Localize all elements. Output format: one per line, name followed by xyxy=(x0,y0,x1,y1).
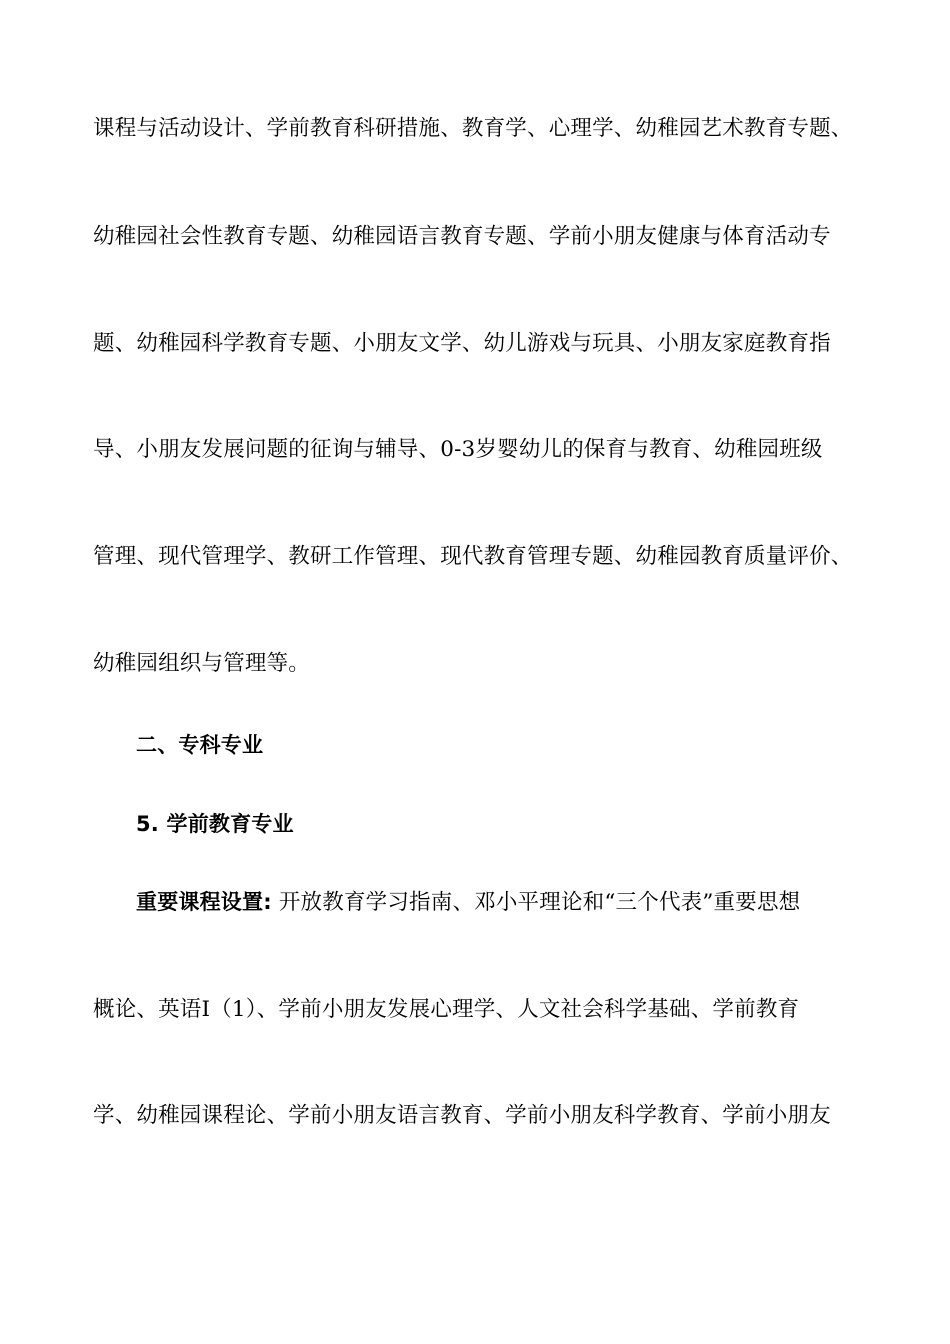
paragraph-1-line-2: 幼稚园社会性教育专题、幼稚园语言教育专题、学前小朋友健康与体育活动专 xyxy=(93,224,831,249)
paragraph-1-line-4: 导、小朋友发展问题的征询与辅导、0-3岁婴幼儿的保育与教育、幼稚园班级 xyxy=(93,437,823,462)
paragraph-1-line-1: 课程与活动设计、学前教育科研措施、教育学、心理学、幼稚园艺术教育专题、 xyxy=(93,116,853,141)
courses-first-line xyxy=(136,887,916,918)
paragraph-2-line-1: 概论、英语Ⅰ（1）、学前小朋友发展心理学、人文社会科学基础、学前教育 xyxy=(93,997,800,1022)
paragraph-2-line-2: 学、幼稚园课程论、学前小朋友语言教育、学前小朋友科学教育、学前小朋友 xyxy=(93,1103,831,1128)
courses-label: 重要课程设置: xyxy=(136,890,272,914)
subsection-heading: 5. 学前教育专业 xyxy=(136,812,294,836)
section-heading: 二、专科专业 xyxy=(136,733,264,757)
paragraph-1-line-6: 幼稚园组织与管理等。 xyxy=(93,651,311,676)
courses-first-line-text: 开放教育学习指南、邓小平理论和“三个代表”重要思想 xyxy=(278,890,801,915)
paragraph-1-line-5: 管理、现代管理学、教研工作管理、现代教育管理专题、幼稚园教育质量评价、 xyxy=(93,544,853,569)
paragraph-1-line-3: 题、幼稚园科学教育专题、小朋友文学、幼儿游戏与玩具、小朋友家庭教育指 xyxy=(93,331,831,356)
